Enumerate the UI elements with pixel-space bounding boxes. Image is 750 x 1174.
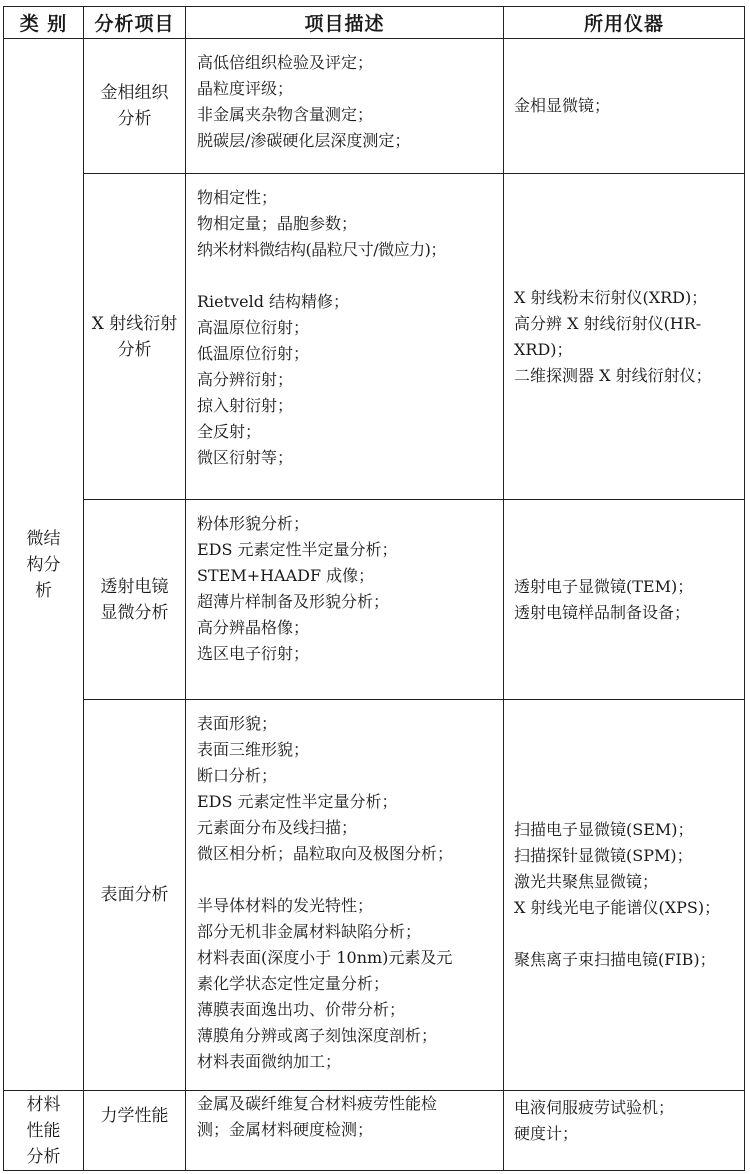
analysis-item-line: X 射线衍射: [91, 313, 178, 334]
analysis-item-cell: [84, 1091, 186, 1171]
description-line: 薄膜角分辨或离子刻蚀深度剖析；: [197, 1026, 438, 1045]
description-line: 表面形貌；: [197, 714, 278, 733]
analysis-item-line: 金相组织: [100, 83, 169, 103]
description-cell: [186, 39, 504, 174]
analysis-items-table: [3, 6, 745, 1171]
description-line: EDS 元素定性半定量分析；: [197, 540, 398, 559]
description-cell: [186, 174, 504, 500]
description-line: 高分辨衍射；: [197, 370, 294, 389]
instrument-line: 激光共聚焦显微镜；: [514, 872, 659, 891]
description-cell: [186, 700, 504, 1091]
instrument-line: X 射线光电子能谱仪(XPS)；: [514, 898, 721, 917]
analysis-item-cell: [84, 500, 186, 700]
instrument-line: X 射线粉末衍射仪(XRD)；: [514, 287, 708, 307]
category-label-line: 性能: [26, 1120, 61, 1141]
description-line: 掠入射衍射；: [197, 396, 294, 415]
instrument-line: 高分辨 X 射线衍射仪(HR-: [514, 313, 702, 333]
description-cell: [186, 500, 504, 700]
header-instruments: 所用仪器: [504, 7, 745, 39]
category-cell: [4, 1091, 84, 1171]
category-label-line: 构分: [26, 554, 61, 575]
analysis-item-cell: [84, 174, 186, 500]
category-label-line: 析: [35, 580, 52, 601]
description-line: 元素面分布及线扫描；: [197, 818, 358, 837]
instrument-line: 电液伺服疲劳试验机；: [514, 1098, 675, 1117]
analysis-item-cell: [84, 39, 186, 174]
instruments-cell: [504, 700, 745, 1091]
instrument-line: 金相显微镜；: [514, 96, 611, 115]
description-line: 晶粒度评级；: [197, 79, 294, 98]
description-line: EDS 元素定性半定量分析；: [197, 792, 398, 811]
description-line: 粉体形貌分析；: [197, 514, 310, 533]
table-row: [4, 500, 745, 700]
description-line: 纳米材料微结构(晶粒尺寸/微应力)；: [197, 240, 446, 259]
description-line: 高低倍组织检验及评定；: [197, 53, 374, 72]
instrument-line: 透射电子显微镜(TEM)；: [514, 576, 694, 596]
instrument-line: 扫描探针显微镜(SPM)；: [514, 846, 693, 865]
description-line: STEM+HAADF 成像；: [197, 566, 375, 585]
analysis-item-line: 分析: [117, 339, 152, 360]
table-header-row: [4, 7, 745, 39]
analysis-item-line: 表面分析: [100, 885, 169, 905]
instrument-line: XRD)；: [514, 339, 573, 359]
description-spacer: [197, 867, 497, 893]
instrument-line: 硬度计；: [514, 1124, 579, 1143]
instrument-line: 二维探测器 X 射线衍射仪；: [514, 365, 712, 385]
category-label-line: 分析: [26, 1146, 61, 1167]
table-row: [4, 700, 745, 1091]
header-analysis-item: 分析项目: [84, 7, 186, 39]
analysis-item-line: 显微分析: [100, 602, 169, 623]
analysis-item-line: 分析: [117, 109, 152, 129]
table-row: [4, 39, 745, 174]
description-line: 微区相分析；晶粒取向及极图分析；: [197, 844, 454, 863]
description-line: 物相定性；: [197, 188, 278, 207]
description-line: 超薄片样制备及形貌分析；: [197, 592, 390, 611]
description-line: 低温原位衍射；: [197, 344, 310, 363]
description-line: 高分辨晶格像；: [197, 618, 310, 637]
description-line: 非金属夹杂物含量测定；: [197, 105, 374, 124]
instrument-line: 扫描电子显微镜(SEM)；: [514, 820, 694, 839]
description-line: 薄膜表面逸出功、价带分析；: [197, 1000, 406, 1019]
table-row: [4, 1091, 745, 1171]
description-line: 高温原位衍射；: [197, 318, 310, 337]
instruments-cell: [504, 174, 745, 500]
instruments-cell: [504, 500, 745, 700]
header-description: 项目描述: [186, 7, 504, 39]
description-cell: [186, 1091, 504, 1171]
description-line: 表面三维形貌；: [197, 740, 310, 759]
category-label-line: 材料: [26, 1094, 61, 1115]
analysis-item-line: 透射电镜: [100, 576, 169, 597]
instrument-line: 透射电镜样品制备设备；: [514, 602, 691, 622]
header-category: 类 别: [4, 7, 84, 39]
description-line: 物相定量；晶胞参数；: [197, 214, 358, 233]
description-line: 部分无机非金属材料缺陷分析；: [197, 922, 422, 941]
analysis-item-cell: [84, 700, 186, 1091]
table-row: [4, 174, 745, 500]
description-line: 材料表面(深度小于 10nm)元素及元: [197, 948, 453, 967]
description-line: 金属及碳纤维复合材料疲劳性能检: [197, 1094, 438, 1113]
description-line: 半导体材料的发光特性；: [197, 896, 374, 915]
description-line: 素化学状态定性定量分析；: [197, 974, 390, 993]
category-cell: [4, 39, 84, 1091]
description-line: 微区衍射等；: [197, 448, 294, 467]
description-spacer: [197, 263, 497, 289]
category-label-line: 微结: [26, 528, 61, 549]
instrument-line: 聚焦离子束扫描电镜(FIB)；: [514, 950, 716, 969]
description-line: 断口分析；: [197, 766, 278, 785]
description-line: 全反射；: [197, 422, 262, 441]
description-line: Rietveld 结构精修；: [197, 292, 350, 311]
description-line: 测；金属材料硬度检测；: [197, 1120, 374, 1139]
instruments-cell: [504, 1091, 745, 1171]
instrument-spacer: [514, 921, 738, 947]
analysis-item-line: 力学性能: [100, 1106, 169, 1126]
description-line: 选区电子衍射；: [197, 644, 310, 663]
description-line: 材料表面微纳加工；: [197, 1052, 342, 1071]
description-line: 脱碳层/渗碳硬化层深度测定；: [197, 131, 411, 150]
instruments-cell: [504, 39, 745, 174]
